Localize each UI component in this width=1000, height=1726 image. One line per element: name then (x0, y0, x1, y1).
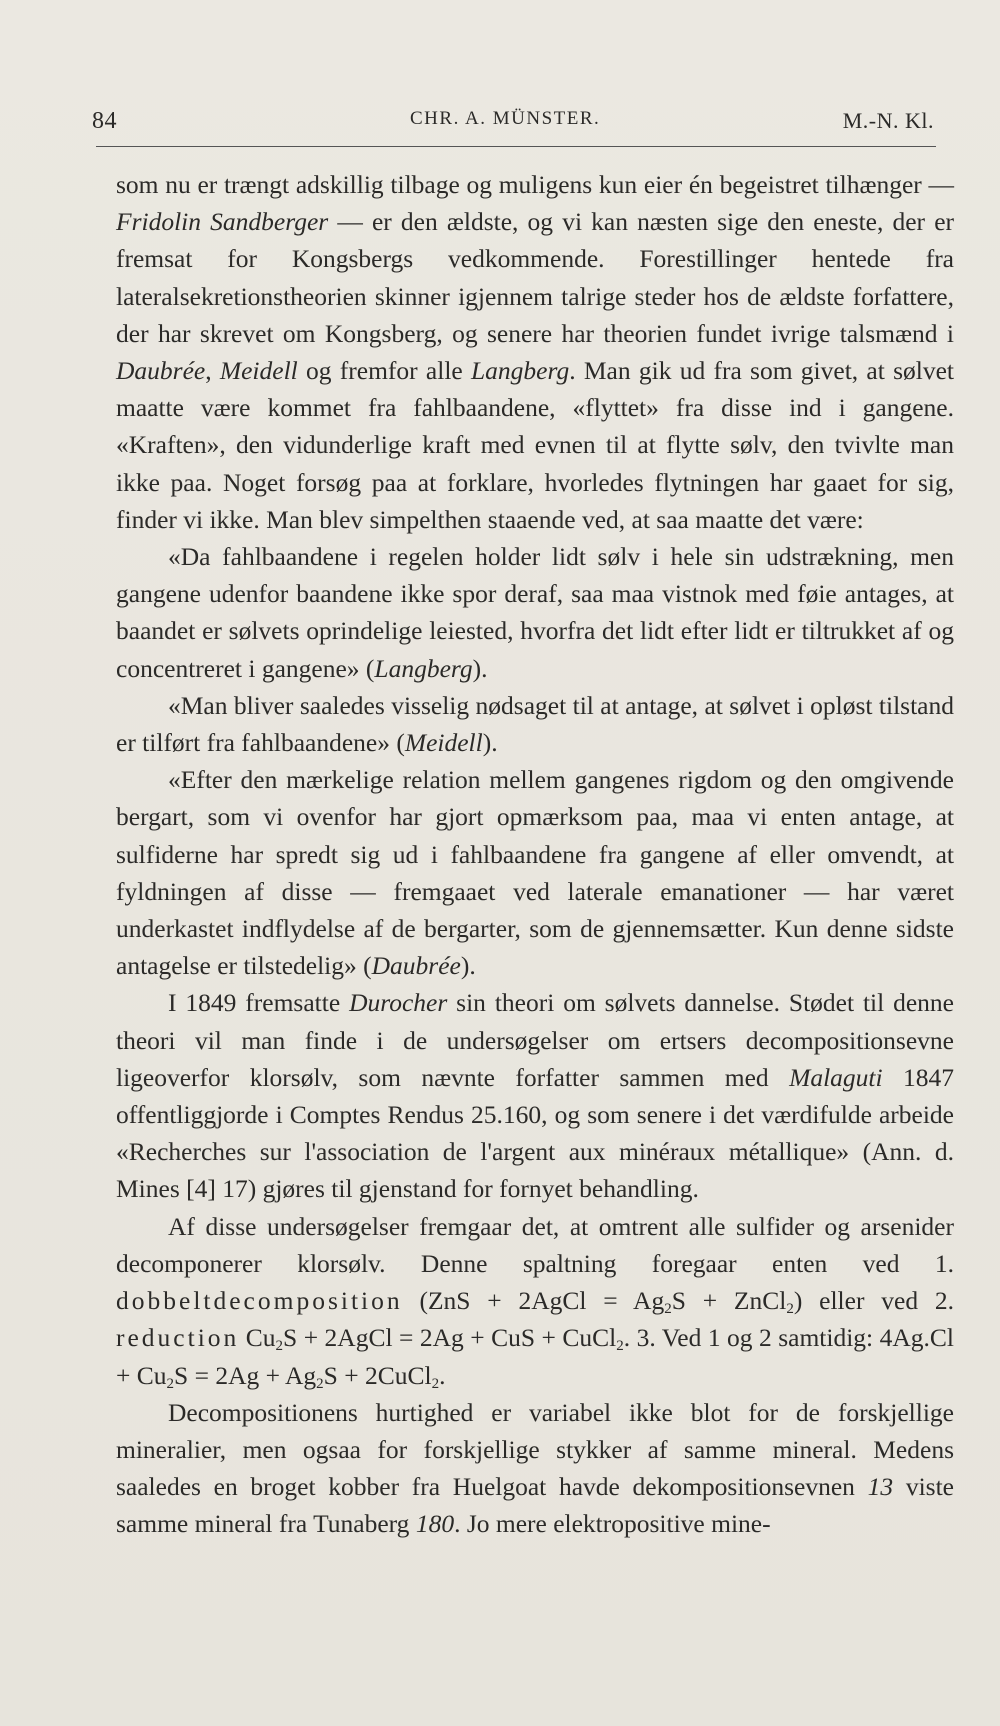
text-run: som nu er trængt adskillig tilbage og muligens kun eier én begeistret tilhænger — (116, 170, 954, 199)
spaced-term: dobbeltdecomposition (116, 1286, 403, 1316)
paragraph (116, 687, 954, 761)
value-italic: 180 (415, 1509, 455, 1539)
text-run: og fremfor alle (297, 356, 471, 386)
subscript: 2 (275, 1338, 284, 1355)
body-text (116, 166, 954, 1543)
person-name: Malaguti (789, 1062, 883, 1092)
subscript: 2 (166, 1375, 175, 1392)
paragraph (116, 1394, 954, 1543)
subscript: 2 (616, 1338, 624, 1355)
subscript: 2 (316, 1375, 324, 1392)
value-italic: 13 (867, 1472, 894, 1502)
subscript: 2 (431, 1375, 440, 1392)
text-run: , (205, 356, 220, 386)
subscript: 2 (664, 1301, 672, 1318)
running-author: CHR. A. MÜNSTER. (410, 108, 601, 129)
text-run: viste samme mineral fra Tunaberg (116, 1472, 954, 1539)
text-run: . Jo mere elektropositive mine- (454, 1509, 771, 1539)
text-run: sin theori om sølvets dannelse. Stødet til denne theori vil man finde i de undersøgelser om ertsers decompositionsevne ligeoverfor klorsølv, som nævnte forfatter sammen med (116, 988, 955, 1092)
person-name: Daubrée (371, 951, 461, 981)
paragraph (116, 1208, 954, 1394)
running-section: M.-N. Kl. (842, 108, 934, 133)
text-run: «Efter den mærkelige relation mellem gangenes rigdom og den omgivende bergart, som vi ovenfor har gjort opmærksom paa, maa vi enten antage, at sulfiderne har spredt sig ud i fahlbaandene fra gangene af eller omvendt, at fyldningen af disse — fremgaaet ved laterale emanationer — har været underkastet indflydelse af de bergarter, som de gjennemsætter. Kun denne sidste antagelse er tilstedelig» ( (116, 765, 954, 981)
formula-run: S = 2Ag + Ag (174, 1360, 317, 1390)
paragraph (116, 984, 954, 1207)
person-name: Fridolin Sandberger (116, 207, 329, 237)
text-run: ). (472, 653, 488, 683)
formula-run: S + 2CuCl (323, 1360, 432, 1390)
text-run: . 3. Ved 1 og 2 samtidig: 4Ag.Cl + Cu (116, 1323, 954, 1390)
paragraph (116, 538, 954, 687)
person-name: Langberg (374, 653, 473, 683)
text-run: «Da fahlbaandene i regelen holder lidt sølv i hele sin udstrækning, men gangene udenfor baandene ikke spor deraf, saa maa vistnok med føie antages, at baandet er sølvets oprindelige leiested, hvorfra det lidt efter lidt er tiltrukket af og concentreret i gangene» ( (116, 542, 954, 683)
formula-run: S + 2AgCl = 2Ag + CuS + CuCl (283, 1323, 617, 1353)
text-run: ) eller ved 2. (793, 1286, 955, 1316)
formula-run: Cu (239, 1323, 276, 1353)
person-name: Langberg (470, 356, 570, 386)
text-run: I 1849 fremsatte (168, 988, 350, 1018)
text-run: Af disse undersøgelser fremgaar det, at omtrent alle sulfider og arsenider decomponerer klorsølv. Denne spaltning foregaar enten ved 1. (116, 1211, 954, 1278)
person-name: Meidell (404, 728, 483, 758)
formula-run: S + ZnCl (671, 1286, 787, 1316)
header-rule (96, 146, 936, 147)
text-run: . (439, 1360, 446, 1390)
text-run: Decompositionens hurtighed er variabel ikke blot for de forskjellige mineralier, men ogsaa for forskjellige stykker af samme mineral. Medens saaledes en broget kobber fra Huelgoat havde dekompositionsevnen (116, 1397, 954, 1502)
person-name: Meidell (219, 356, 298, 386)
paragraph (116, 761, 954, 984)
text-run: — er den ældste, og vi kan næsten sige den eneste, der er fremsat for Kongsbergs vedkommende. Forestillinger hentede fra lateralsekretionstheorien skinner igjennem talrige steder hos de ældste forfattere, der har skrevet om Kongsberg, og senere har theorien fundet ivrige talsmænd i (116, 207, 954, 348)
text-run: ). (460, 951, 476, 981)
subscript: 2 (786, 1301, 794, 1318)
page-number: 84 (92, 108, 117, 134)
formula-run: (ZnS + 2AgCl = Ag (402, 1286, 665, 1316)
running-header (92, 108, 934, 148)
person-name: Daubrée (116, 356, 206, 386)
spaced-term: reduction (116, 1323, 240, 1353)
text-run: . Man gik ud fra som givet, at sølvet maatte være kommet fra fahlbaandene, «flyttet» fra disse ind i gangene. «Kraften», den vidunderlige kraft med evnen til at flytte sølv, den tvivlte man ikke paa. Noget forsøg paa at forklare, hvorledes flytningen har gaaet for sig, finder vi ikke. Man blev simpelthen staaende ved, at saa maatte det være: (116, 356, 954, 534)
text-run: «Man bliver saaledes visselig nødsaget til at antage, at sølvet i opløst tilstand er tilført fra fahlbaandene» ( (116, 690, 954, 758)
text-run: ). (482, 728, 498, 758)
person-name: Durocher (349, 988, 448, 1018)
paragraph (116, 166, 954, 538)
text-run: 1847 offentliggjorde i Comptes Rendus 25.160, og som senere i det værdifulde arbeide «Recherches sur l'association de l'argent aux minéraux métallique» (Ann. d. Mines [4] 17) gjøres til gjenstand for fornyet behandling. (116, 1062, 954, 1204)
